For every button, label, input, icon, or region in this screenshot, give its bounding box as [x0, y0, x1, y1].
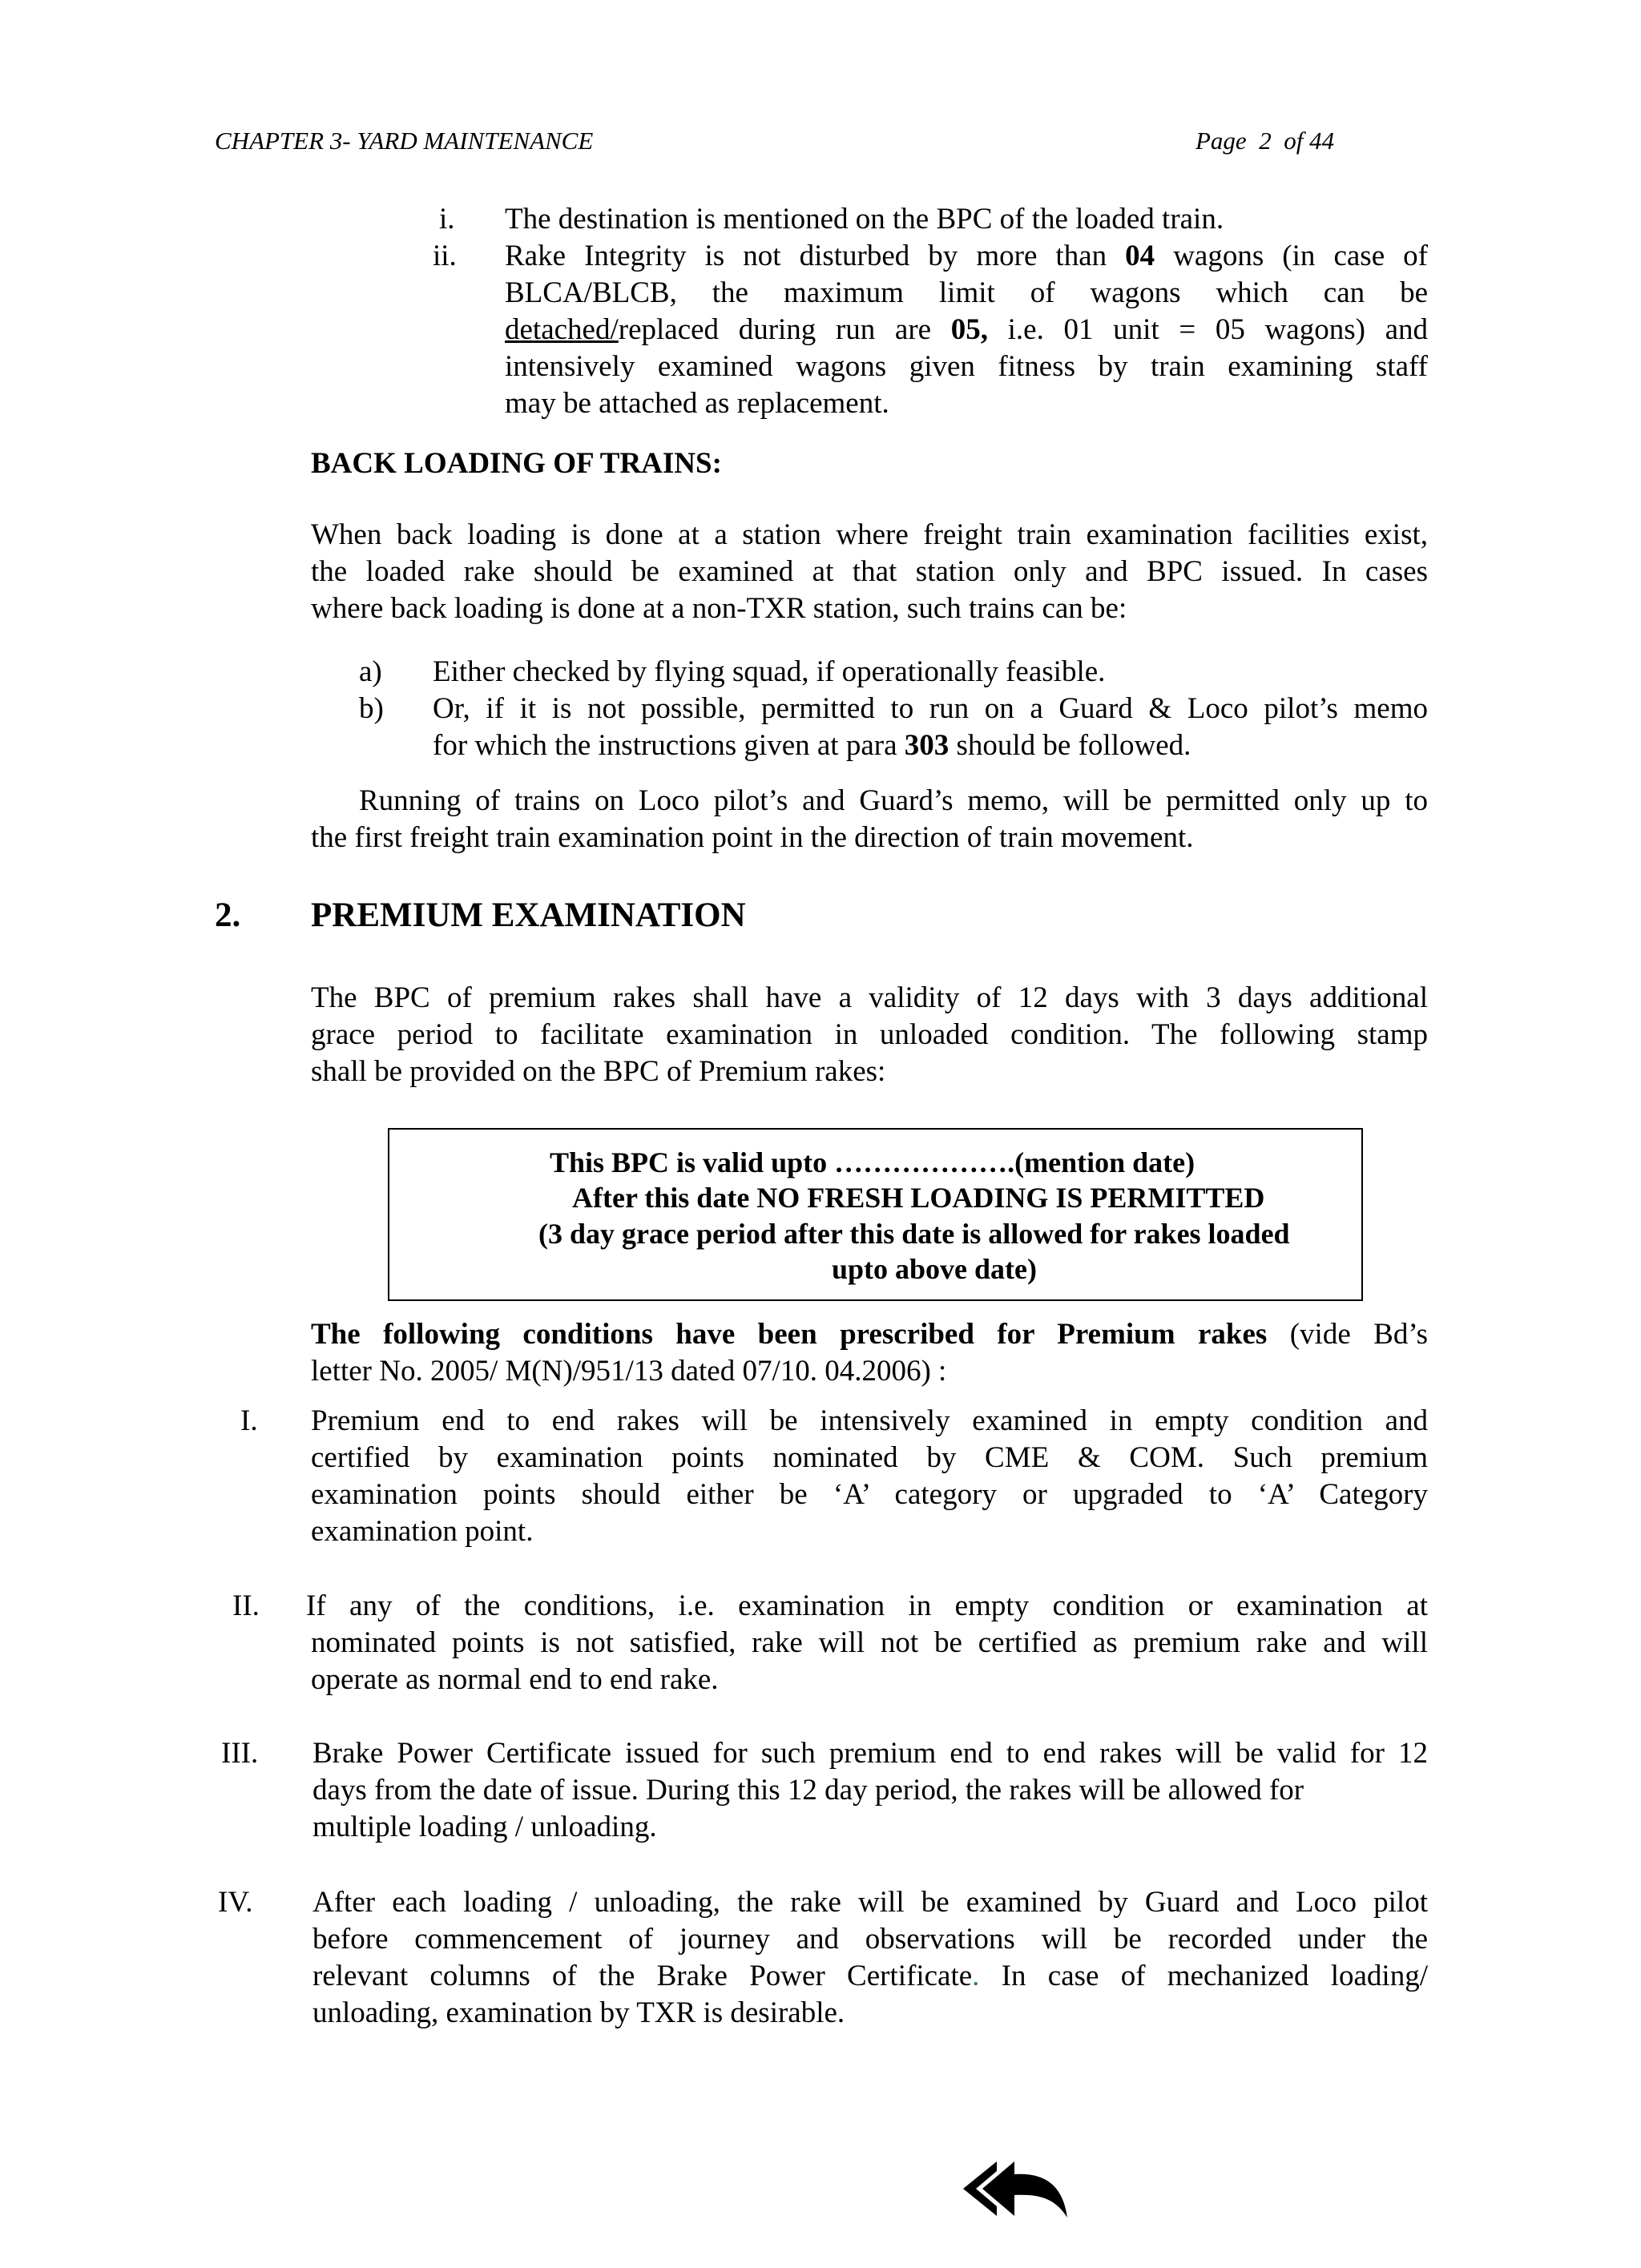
condition-IV-text: After each loading / unloading, the rake will be examined by Guard and Loco pilot before commencement of journey and observations will be recorded under the relevant columns of the Brake Power Certificate. In case of mechanized loading/ unloading, examination by TXR is desirable.	[312, 1886, 1428, 2029]
stamp-line-2: After this date NO FRESH LOADING IS PERMITTED	[572, 1182, 1265, 1214]
condition-marker-I: I.	[240, 1404, 258, 1437]
list-marker-a: a)	[359, 655, 382, 688]
page-current: 2	[1259, 127, 1272, 155]
back-arrow-icon[interactable]	[958, 2155, 1072, 2224]
condition-marker-IV: IV.	[218, 1886, 253, 1919]
condition-marker-II: II.	[232, 1589, 260, 1622]
list-item-ii-line2: BLCA/BLCB, the maximum limit of wagons which can be	[505, 276, 1428, 309]
back-loading-heading: BACK LOADING OF TRAINS:	[311, 447, 722, 480]
stamp-line-3: (3 day grace period after this date is allowed for rakes loaded	[538, 1218, 1290, 1250]
section-title: PREMIUM EXAMINATION	[311, 896, 746, 934]
list-marker-ii: ii.	[433, 240, 457, 272]
stamp-line-4: upto above date)	[832, 1253, 1038, 1285]
list-item-ii-line3: detached/replaced during run are 05, i.e. 01 unit = 05 wagons) and	[505, 313, 1428, 346]
condition-III-text: Brake Power Certificate issued for such premium end to end rakes will be valid for 12 days from the date of issue. During this 12 day period, the rakes will be allowed for multiple loading / unloading.	[312, 1737, 1428, 1843]
stamp-line-1: This BPC is valid upto ……………….(mention date)	[550, 1146, 1195, 1178]
list-item-ii-line4: intensively examined wagons given fitness by train examining staff	[505, 350, 1428, 383]
list-item-a-text: Either checked by flying squad, if operationally feasible.	[433, 655, 1106, 688]
list-item-ii-line5: may be attached as replacement.	[505, 387, 889, 420]
page-total: of 44	[1284, 127, 1335, 155]
condition-marker-III: III.	[221, 1737, 259, 1770]
chapter-header: CHAPTER 3- YARD MAINTENANCE	[215, 127, 594, 155]
conditions-intro: The following conditions have been prescribed for Premium rakes (vide Bd’s letter No. 2005/ M(N)/951/13 dated 07/10. 04.2006) :	[311, 1318, 1428, 1388]
running-trains-paragraph: Running of trains on Loco pilot’s and Guard’s memo, will be permitted only up to the first freight train examination point in the direction of train movement.	[311, 784, 1428, 854]
list-item-ii-text	[505, 238, 1428, 422]
page-label: Page	[1195, 127, 1247, 155]
condition-I-text: Premium end to end rakes will be intensively examined in empty condition and certified by examination points nominated by CME & COM. Such premium examination points should either be ‘A’ category or upgraded to ‘A’ Category examination point.	[311, 1404, 1428, 1548]
list-item-i-text: The destination is mentioned on the BPC of the loaded train.	[505, 203, 1224, 236]
section-number: 2.	[215, 896, 241, 934]
list-marker-b: b)	[359, 692, 384, 725]
list-marker-i: i.	[439, 203, 455, 236]
premium-paragraph: The BPC of premium rakes shall have a validity of 12 days with 3 days additional grace period to facilitate examination in unloaded condition. The following stamp shall be provided on the BPC of Premium rakes:	[311, 981, 1428, 1088]
back-loading-paragraph: When back loading is done at a station where freight train examination facilities exist, the loaded rake should be examined at that station only and BPC issued. In cases where back loading is done at a non-TXR station, such trains can be:	[311, 518, 1428, 625]
bpc-stamp-box	[388, 1128, 1363, 1301]
list-item-ii-line1: Rake Integrity is not disturbed by more than 04 wagons (in case of	[505, 240, 1428, 272]
page-number	[1195, 127, 1334, 155]
list-item-b-text: Or, if it is not possible, permitted to run on a Guard & Loco pilot’s memo for which the instructions given at para 303 should be followed.	[433, 692, 1428, 762]
condition-II-text: If any of the conditions, i.e. examination in empty condition or examination at nominated points is not satisfied, rake will not be certified as premium rake and will operate as normal end to end rake.	[306, 1589, 1428, 1696]
